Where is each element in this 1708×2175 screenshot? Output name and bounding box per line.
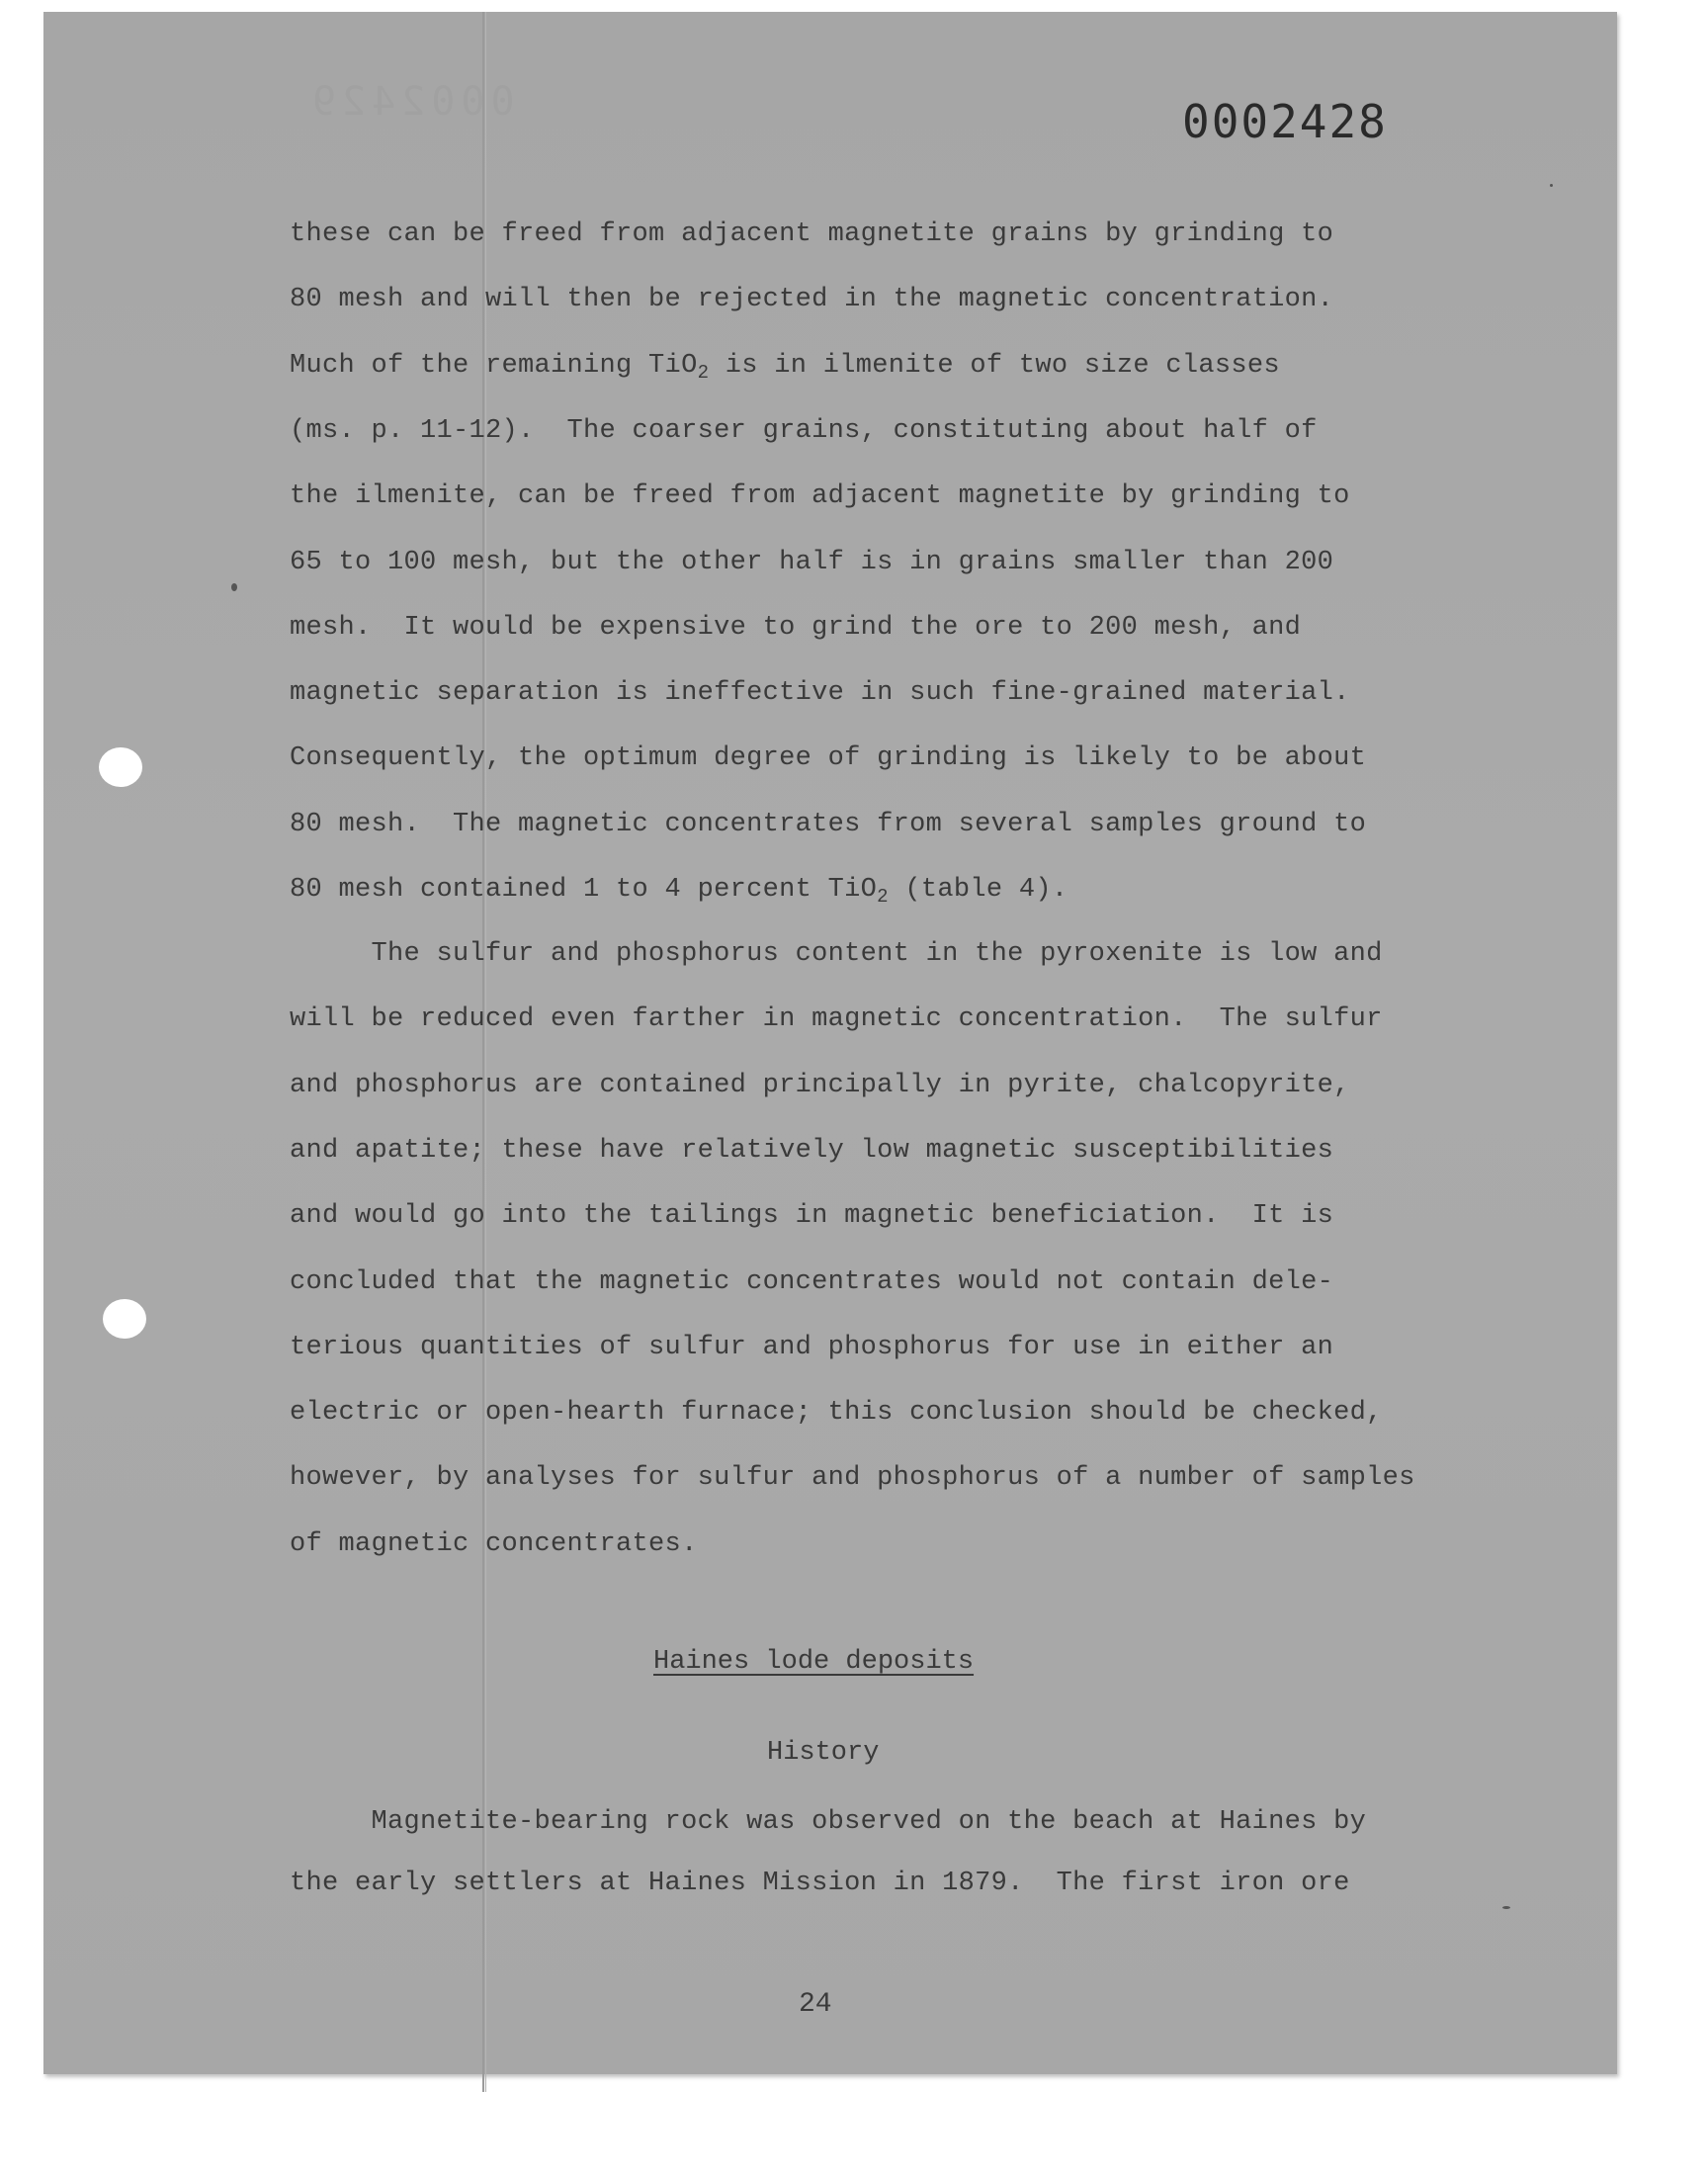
text-line: and phosphorus are contained principally in pyrite, chalcopyrite, — [290, 1070, 1350, 1100]
text-line: the early settlers at Haines Mission in 1879. The first iron ore — [290, 1869, 1350, 1898]
text-line: Much of the remaining TiO$_2$ is in ilmenite of two size classes — [290, 350, 1280, 384]
text-line: the ilmenite, can be freed from adjacent magnetite by grinding to — [290, 481, 1350, 512]
paper-speck — [1550, 184, 1553, 187]
section-heading: Haines lode deposits — [653, 1647, 975, 1677]
text-line: 80 mesh contained 1 to 4 percent TiO$_2$ (table 4). — [290, 875, 1068, 908]
subsection-heading: History — [767, 1738, 880, 1768]
text-line: concluded that the magnetic concentrates would not contain dele- — [290, 1266, 1334, 1297]
page-crease-line — [482, 12, 484, 2092]
text-line: Consequently, the optimum degree of grinding is likely to be about — [290, 743, 1367, 774]
text-line: however, by analyses for sulfur and phosphorus of a number of samples — [290, 1463, 1415, 1494]
punch-hole-upper — [99, 747, 142, 787]
punch-hole-lower — [103, 1299, 146, 1339]
text-line: these can be freed from adjacent magnetite grains by grinding to — [290, 219, 1334, 249]
document-serial-number: 0002428 — [1182, 95, 1388, 148]
paper-speck — [231, 583, 237, 591]
page-number: 24 — [799, 1989, 832, 2020]
text-line: and apatite; these have relatively low magnetic susceptibilities — [290, 1135, 1334, 1166]
text-line: 65 to 100 mesh, but the other half is in grains smaller than 200 — [290, 547, 1334, 577]
text-line: will be reduced even farther in magnetic concentration. The sulfur — [290, 1004, 1383, 1035]
bleed-through-number: 0002429 — [306, 79, 515, 125]
text-line: (ms. p. 11-12). The coarser grains, constituting about half of — [290, 415, 1318, 446]
text-line: and would go into the tailings in magnetic beneficiation. It is — [290, 1201, 1334, 1232]
text-line: 80 mesh and will then be rejected in the magnetic concentration. — [290, 285, 1334, 315]
text-line: The sulfur and phosphorus content in the pyroxenite is low and — [290, 939, 1383, 969]
page-crease-highlight — [485, 12, 486, 2092]
text-line: mesh. It would be expensive to grind the ore to 200 mesh, and — [290, 612, 1302, 643]
text-line: of magnetic concentrates. — [290, 1528, 698, 1559]
text-line: terious quantities of sulfur and phosphorus for use in either an — [290, 1332, 1334, 1362]
text-line: Magnetite-bearing rock was observed on the beach at Haines by — [290, 1807, 1367, 1837]
text-line: magnetic separation is ineffective in such fine-grained material. — [290, 678, 1350, 709]
text-line: electric or open-hearth furnace; this conclusion should be checked, — [290, 1398, 1383, 1429]
text-line: 80 mesh. The magnetic concentrates from several samples ground to — [290, 809, 1367, 839]
paper-speck — [1502, 1906, 1510, 1909]
